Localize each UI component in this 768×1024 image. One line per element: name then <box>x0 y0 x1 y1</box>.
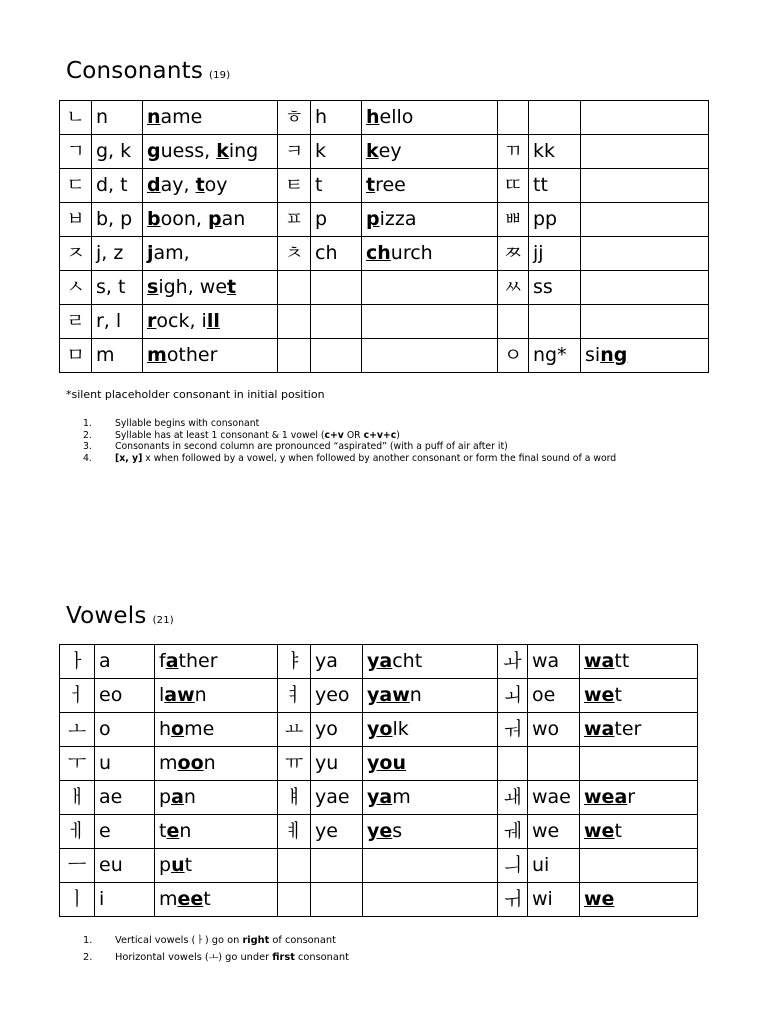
vowels-romanization-cell: yo <box>311 713 363 747</box>
vowels-jamo-cell: ㅙ <box>498 781 528 815</box>
example-text: ay, <box>160 174 196 196</box>
consonants-jamo-cell: ㅈ <box>60 237 92 271</box>
table-row <box>60 203 709 237</box>
vowels-romanization-cell: i <box>95 883 155 917</box>
table-row <box>60 305 709 339</box>
consonants-romanization-cell: s, t <box>92 271 143 305</box>
consonants-jamo-cell <box>278 271 311 305</box>
example-text: n <box>409 684 422 706</box>
consonants-jamo-cell: ㅌ <box>278 169 311 203</box>
example-text: n <box>183 786 196 808</box>
highlighted-sound: k <box>366 140 379 162</box>
rule-item <box>66 949 349 966</box>
highlighted-sound: d <box>147 174 161 196</box>
example-text: m <box>159 888 178 910</box>
rule-emphasis: c+v+c <box>363 429 397 441</box>
highlighted-sound: t <box>366 174 376 196</box>
consonants-romanization-cell <box>311 305 362 339</box>
vowels-jamo-cell <box>498 747 528 781</box>
vowels-example-cell <box>155 645 278 679</box>
example-text: ter <box>614 718 642 740</box>
vowels-jamo-cell: ㅟ <box>498 883 528 917</box>
consonants-jamo-cell: ㅆ <box>498 271 529 305</box>
highlighted-sound: a <box>165 650 179 672</box>
rule-text: Vertical vowels (ㅏ) go on <box>115 935 243 946</box>
consonants-romanization-cell: jj <box>529 237 581 271</box>
consonants-example-cell <box>581 203 709 237</box>
vowels-romanization-cell: e <box>95 815 155 849</box>
consonants-jamo-cell: ㅂ <box>60 203 92 237</box>
vowels-romanization-cell <box>528 747 580 781</box>
consonants-romanization-cell <box>311 339 362 373</box>
vowels-romanization-cell: yeo <box>311 679 363 713</box>
highlighted-sound: a <box>171 786 184 808</box>
example-text: p <box>159 854 172 876</box>
consonants-title: Consonants <box>66 58 204 84</box>
consonants-jamo-cell: ㅉ <box>498 237 529 271</box>
table-row <box>60 101 709 135</box>
consonants-romanization-cell: kk <box>529 135 581 169</box>
example-text: ree <box>375 174 406 196</box>
highlighted-sound: wa <box>584 718 615 740</box>
highlighted-sound: wea <box>584 786 628 808</box>
table-row <box>60 849 698 883</box>
vowels-jamo-cell: ㅚ <box>498 679 528 713</box>
vowels-romanization-cell <box>311 849 363 883</box>
vowels-jamo-cell: ㅠ <box>278 747 311 781</box>
consonants-romanization-cell: g, k <box>92 135 143 169</box>
consonants-romanization-cell: b, p <box>92 203 143 237</box>
rule-item <box>66 418 616 430</box>
consonants-jamo-cell <box>278 339 311 373</box>
highlighted-sound: k <box>216 140 229 162</box>
example-text: t <box>614 684 622 706</box>
table-row <box>60 815 698 849</box>
consonants-jamo-cell <box>278 305 311 339</box>
highlighted-sound: p <box>207 208 222 230</box>
example-text: t <box>159 820 167 842</box>
consonants-jamo-cell: ㅋ <box>278 135 311 169</box>
consonants-jamo-cell: ㅃ <box>498 203 529 237</box>
consonants-example-cell <box>581 169 709 203</box>
table-row <box>60 713 698 747</box>
consonants-example-cell <box>362 271 498 305</box>
consonants-romanization-cell <box>529 305 581 339</box>
consonants-jamo-cell: ㄹ <box>60 305 92 339</box>
rule-text: x when followed by a vowel, y when followed by another consonant or form the final sound of a word <box>142 452 617 464</box>
consonants-jamo-cell: ㅊ <box>278 237 311 271</box>
vowels-romanization-cell: wa <box>528 645 580 679</box>
consonants-jamo-cell: ㄴ <box>60 101 92 135</box>
example-text: me <box>184 718 215 740</box>
consonants-example-cell <box>143 339 278 373</box>
example-text: ther <box>178 650 218 672</box>
highlighted-sound: oo <box>177 752 204 774</box>
highlighted-sound: g <box>147 140 161 162</box>
example-text: lk <box>392 718 409 740</box>
highlighted-sound: b <box>147 208 161 230</box>
consonants-romanization-cell <box>311 271 362 305</box>
example-text: oy <box>204 174 228 196</box>
consonants-example-cell <box>581 237 709 271</box>
vowels-example-cell <box>363 713 498 747</box>
consonants-jamo-cell: ㅅ <box>60 271 92 305</box>
highlighted-sound: ye <box>367 820 393 842</box>
consonants-example-cell <box>581 339 709 373</box>
consonants-jamo-cell: ㅇ <box>498 339 529 373</box>
vowels-jamo-cell: ㅝ <box>498 713 528 747</box>
example-text: h <box>159 718 172 740</box>
highlighted-sound: r <box>147 310 157 332</box>
example-text: cht <box>392 650 423 672</box>
vowels-jamo-cell: ㅛ <box>278 713 311 747</box>
consonants-jamo-cell: ㅎ <box>278 101 311 135</box>
highlighted-sound: we <box>584 684 615 706</box>
consonants-romanization-cell: d, t <box>92 169 143 203</box>
rule-item <box>66 441 616 453</box>
example-text: m <box>392 786 411 808</box>
rule-text: Consonants in second column are pronounced “aspirated” (with a puff of air after it) <box>115 441 508 452</box>
highlighted-sound: ee <box>177 888 204 910</box>
rule-item <box>66 430 616 442</box>
vowels-example-cell <box>155 713 278 747</box>
consonants-jamo-cell <box>498 305 529 339</box>
vowels-jamo-cell: ㅒ <box>278 781 311 815</box>
rule-emphasis: right <box>242 935 270 946</box>
vowels-romanization-cell: u <box>95 747 155 781</box>
example-text: r <box>627 786 636 808</box>
highlighted-sound: ch <box>366 242 391 264</box>
consonants-jamo-cell <box>498 101 529 135</box>
vowels-example-cell <box>363 747 498 781</box>
example-text: izza <box>379 208 417 230</box>
rule-emphasis: c+v <box>324 429 344 441</box>
consonants-example-cell <box>362 237 498 271</box>
consonants-example-cell <box>143 101 278 135</box>
vowels-example-cell <box>363 883 498 917</box>
vowels-jamo-cell: ㅖ <box>278 815 311 849</box>
consonants-jamo-cell: ㄸ <box>498 169 529 203</box>
example-text: tt <box>614 650 630 672</box>
highlighted-sound: p <box>366 208 380 230</box>
consonants-romanization-cell: r, l <box>92 305 143 339</box>
rule-text: Horizontal vowels (ㅗ) go under <box>115 952 273 963</box>
vowels-jamo-cell: ㅐ <box>60 781 95 815</box>
vowels-romanization-cell: ya <box>311 645 363 679</box>
consonants-jamo-cell: ㅍ <box>278 203 311 237</box>
example-text: n <box>194 684 207 706</box>
vowels-example-cell <box>363 645 498 679</box>
consonants-example-cell <box>143 271 278 305</box>
vowels-romanization-cell: eo <box>95 679 155 713</box>
highlighted-sound: ya <box>367 650 393 672</box>
highlighted-sound: aw <box>164 684 195 706</box>
highlighted-sound: yaw <box>367 684 410 706</box>
highlighted-sound: ng <box>600 344 628 366</box>
vowels-example-cell <box>580 645 698 679</box>
table-row <box>60 883 698 917</box>
consonants-romanization-cell: p <box>311 203 362 237</box>
consonants-example-cell <box>581 135 709 169</box>
example-text: an <box>221 208 246 230</box>
highlighted-sound: n <box>147 106 161 128</box>
table-row <box>60 679 698 713</box>
rule-number: 3. <box>83 441 92 452</box>
rule-text: OR <box>343 429 364 441</box>
vowels-jamo-cell: ㅞ <box>498 815 528 849</box>
rule-text: of consonant <box>269 935 336 946</box>
highlighted-sound: s <box>147 276 159 298</box>
vowels-romanization-cell: oe <box>528 679 580 713</box>
vowels-romanization-cell: eu <box>95 849 155 883</box>
consonants-romanization-cell: n <box>92 101 143 135</box>
table-row <box>60 781 698 815</box>
example-text: t <box>203 888 211 910</box>
table-row <box>60 747 698 781</box>
consonants-example-cell <box>143 237 278 271</box>
example-text: n <box>203 752 216 774</box>
rule-number: 1. <box>83 418 92 429</box>
rule-number: 2. <box>83 952 93 963</box>
highlighted-sound: we <box>584 888 615 910</box>
vowels-romanization-cell: a <box>95 645 155 679</box>
example-text: l <box>159 684 165 706</box>
highlighted-sound: h <box>366 106 380 128</box>
vowels-heading <box>66 603 174 629</box>
rule-text: ) <box>396 429 400 441</box>
vowels-jamo-cell: ㅔ <box>60 815 95 849</box>
vowels-example-cell <box>155 883 278 917</box>
table-row <box>60 645 698 679</box>
table-row <box>60 339 709 373</box>
table-row <box>60 271 709 305</box>
vowels-example-cell <box>363 679 498 713</box>
consonants-jamo-cell: ㄱ <box>60 135 92 169</box>
example-text: m <box>159 752 178 774</box>
vowel-rules-list <box>66 932 349 966</box>
vowels-example-cell <box>155 781 278 815</box>
consonants-example-cell <box>143 305 278 339</box>
highlighted-sound: u <box>171 854 185 876</box>
consonant-rules-list <box>66 418 616 464</box>
example-text: igh, we <box>158 276 228 298</box>
consonants-table <box>59 100 709 373</box>
consonants-example-cell <box>581 101 709 135</box>
highlighted-sound: j <box>147 242 154 264</box>
vowels-romanization-cell: yae <box>311 781 363 815</box>
vowels-jamo-cell: ㅡ <box>60 849 95 883</box>
vowels-romanization-cell: ui <box>528 849 580 883</box>
vowels-example-cell <box>363 781 498 815</box>
highlighted-sound: ll <box>206 310 220 332</box>
vowels-romanization-cell: we <box>528 815 580 849</box>
consonants-romanization-cell: ng* <box>529 339 581 373</box>
vowels-jamo-cell: ㅣ <box>60 883 95 917</box>
vowels-romanization-cell: ae <box>95 781 155 815</box>
vowels-jamo-cell: ㅏ <box>60 645 95 679</box>
consonants-example-cell <box>143 169 278 203</box>
highlighted-sound: we <box>584 820 615 842</box>
example-text: t <box>614 820 622 842</box>
highlighted-sound: t <box>195 174 205 196</box>
vowels-example-cell <box>580 679 698 713</box>
example-text: uess, <box>160 140 217 162</box>
vowels-example-cell <box>580 849 698 883</box>
vowels-example-cell <box>363 849 498 883</box>
consonants-romanization-cell: h <box>311 101 362 135</box>
consonants-heading <box>66 58 230 84</box>
consonants-romanization-cell: ch <box>311 237 362 271</box>
highlighted-sound: t <box>227 276 237 298</box>
vowels-romanization-cell <box>311 883 363 917</box>
vowels-jamo-cell: ㅑ <box>278 645 311 679</box>
consonants-romanization-cell: ss <box>529 271 581 305</box>
consonants-example-cell <box>362 203 498 237</box>
example-text: ame <box>160 106 203 128</box>
consonants-example-cell <box>581 271 709 305</box>
highlighted-sound: wa <box>584 650 615 672</box>
consonant-footnote: *silent placeholder consonant in initial position <box>66 388 325 401</box>
example-text: am, <box>153 242 190 264</box>
vowels-example-cell <box>580 883 698 917</box>
rule-number: 1. <box>83 935 93 946</box>
consonants-example-cell <box>362 101 498 135</box>
highlighted-sound: m <box>147 344 167 366</box>
highlighted-sound: e <box>166 820 180 842</box>
vowels-jamo-cell: ㅕ <box>278 679 311 713</box>
vowels-count: (21) <box>152 615 174 626</box>
vowels-example-cell <box>155 815 278 849</box>
vowels-jamo-cell: ㅢ <box>498 849 528 883</box>
table-row <box>60 237 709 271</box>
vowels-example-cell <box>363 815 498 849</box>
vowels-example-cell <box>155 747 278 781</box>
consonants-example-cell <box>143 135 278 169</box>
example-text: si <box>585 344 601 366</box>
consonants-romanization-cell: pp <box>529 203 581 237</box>
consonants-example-cell <box>362 305 498 339</box>
vowels-table <box>59 644 698 917</box>
consonants-romanization-cell: t <box>311 169 362 203</box>
vowels-romanization-cell: o <box>95 713 155 747</box>
consonants-jamo-cell: ㄲ <box>498 135 529 169</box>
vowels-example-cell <box>155 849 278 883</box>
rule-item <box>66 932 349 949</box>
vowels-example-cell <box>580 781 698 815</box>
consonants-romanization-cell: j, z <box>92 237 143 271</box>
vowels-jamo-cell <box>278 849 311 883</box>
vowels-example-cell <box>580 747 698 781</box>
consonants-jamo-cell: ㄷ <box>60 169 92 203</box>
vowels-example-cell <box>580 815 698 849</box>
table-row <box>60 169 709 203</box>
vowels-romanization-cell: wae <box>528 781 580 815</box>
rule-text: consonant <box>294 952 349 963</box>
example-text: p <box>159 786 172 808</box>
vowels-example-cell <box>155 679 278 713</box>
vowels-jamo-cell: ㅗ <box>60 713 95 747</box>
rule-emphasis: [x, y] <box>115 452 143 464</box>
consonants-example-cell <box>362 169 498 203</box>
example-text: other <box>166 344 218 366</box>
example-text: ing <box>228 140 259 162</box>
example-text: ey <box>378 140 402 162</box>
rule-number: 2. <box>83 429 92 441</box>
highlighted-sound: you <box>367 752 406 774</box>
consonants-example-cell <box>581 305 709 339</box>
consonants-romanization-cell: tt <box>529 169 581 203</box>
consonants-romanization-cell: m <box>92 339 143 373</box>
example-text: urch <box>390 242 433 264</box>
rule-emphasis: first <box>272 952 295 963</box>
vowels-title: Vowels <box>66 603 147 629</box>
consonants-romanization-cell <box>529 101 581 135</box>
vowels-romanization-cell: wo <box>528 713 580 747</box>
rule-number: 4. <box>83 452 92 464</box>
highlighted-sound: ya <box>367 786 393 808</box>
consonants-jamo-cell: ㅁ <box>60 339 92 373</box>
example-text: f <box>159 650 166 672</box>
example-text: s <box>392 820 403 842</box>
consonants-example-cell <box>362 135 498 169</box>
consonants-example-cell <box>143 203 278 237</box>
vowels-romanization-cell: ye <box>311 815 363 849</box>
rule-item <box>66 453 616 465</box>
vowels-jamo-cell: ㅜ <box>60 747 95 781</box>
example-text: n <box>179 820 192 842</box>
vowels-jamo-cell: ㅘ <box>498 645 528 679</box>
example-text: ello <box>379 106 414 128</box>
example-text: t <box>184 854 193 876</box>
consonants-count: (19) <box>209 70 231 81</box>
consonants-example-cell <box>362 339 498 373</box>
rule-text: Syllable has at least 1 consonant & 1 vowel ( <box>115 429 325 441</box>
vowels-romanization-cell: wi <box>528 883 580 917</box>
highlighted-sound: o <box>171 718 185 740</box>
table-row <box>60 135 709 169</box>
vowels-jamo-cell: ㅓ <box>60 679 95 713</box>
vowels-jamo-cell <box>278 883 311 917</box>
highlighted-sound: yo <box>367 718 393 740</box>
rule-text: Syllable begins with consonant <box>115 418 260 429</box>
vowels-example-cell <box>580 713 698 747</box>
example-text: ock, i <box>156 310 207 332</box>
vowels-romanization-cell: yu <box>311 747 363 781</box>
example-text: oon, <box>160 208 208 230</box>
consonants-romanization-cell: k <box>311 135 362 169</box>
